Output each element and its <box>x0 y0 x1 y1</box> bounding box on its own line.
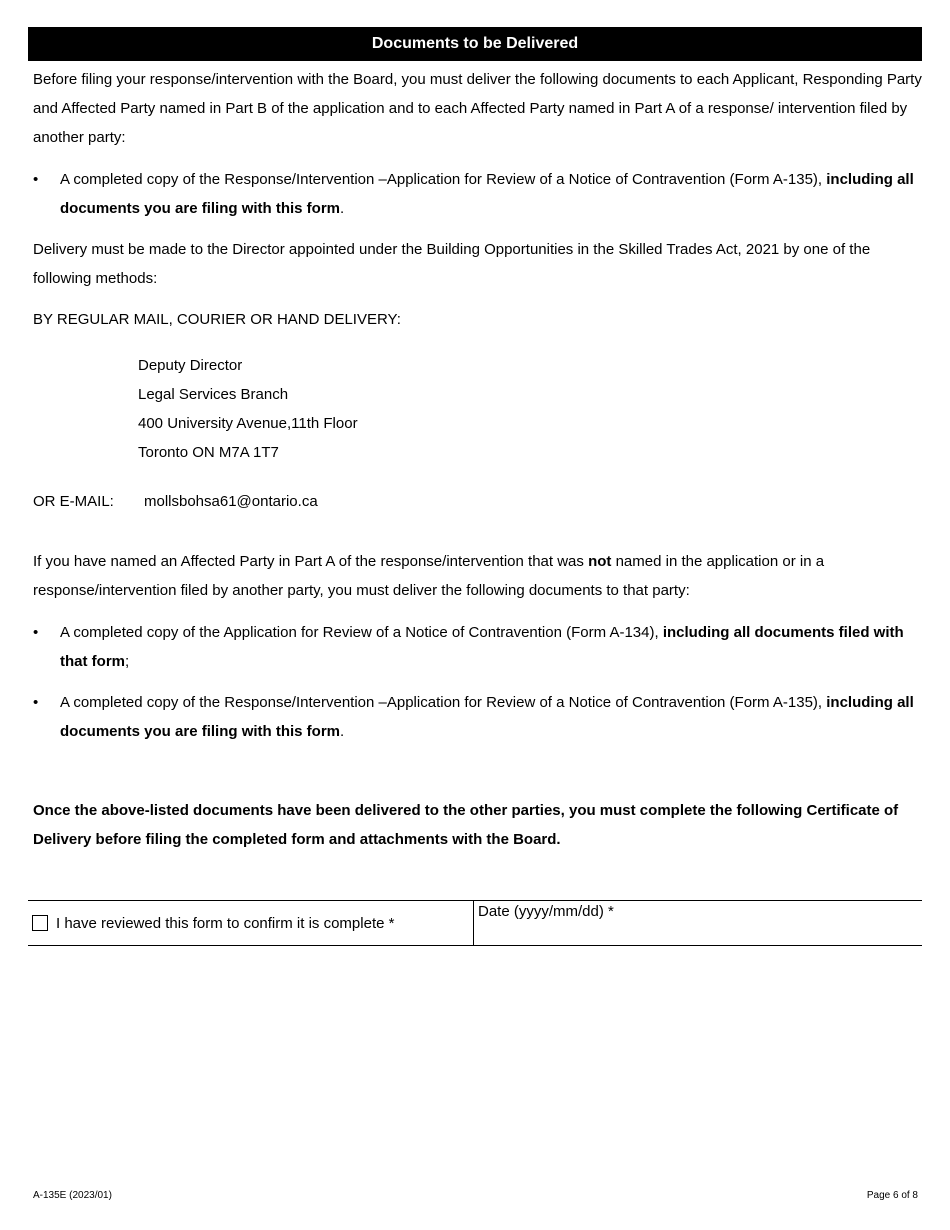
bullet-form-a135-second <box>60 688 922 746</box>
certificate-note: Once the above-listed documents have been delivered to the other parties, you must complete the following Certificate of Delivery before filing the completed form and attachments with the Board. <box>33 802 899 848</box>
review-date-row <box>28 900 922 946</box>
intro-paragraph: Before filing your response/intervention with the Board, you must deliver the following documents to each Applicant, Responding Party and Affected Party named in Part B of the application and to each Affected Party named in Part A of a response/ intervention filed by another party: <box>33 71 922 146</box>
bullet-form-a134 <box>60 618 922 676</box>
email-label: OR E-MAIL: <box>33 493 114 510</box>
review-checkbox[interactable] <box>32 915 48 931</box>
bullet-bold-text: including all documents you are filing with this form <box>60 171 914 217</box>
bullet-end: . <box>340 200 345 217</box>
review-checkbox-label: I have reviewed this form to confirm it is complete * <box>56 914 395 932</box>
bullet-text: A completed copy of the Response/Intervention –Application for Review of a Notice of Contravention (Form A-135), <box>60 694 827 711</box>
date-field-label: Date (yyyy/mm/dd) * <box>478 903 614 920</box>
address-line-3: 400 University Avenue,11th Floor <box>138 415 358 432</box>
form-code: A-135E (2023/01) <box>33 1190 112 1201</box>
affected-party-paragraph <box>33 547 923 605</box>
page-number: Page 6 of 8 <box>866 1190 918 1201</box>
bullet-icon: • <box>33 624 39 641</box>
affected-text-bold: not <box>588 553 612 570</box>
bullet-text: A completed copy of the Response/Intervention –Application for Review of a Notice of Contravention (Form A-135), <box>60 171 827 188</box>
bullet-form-a135 <box>60 165 922 223</box>
affected-text-post: named in the application or in a response/intervention filed by another party, you must deliver the following documents to that party: <box>33 553 825 599</box>
email-address: mollsbohsa61@ontario.ca <box>144 493 318 510</box>
section-title: Documents to be Delivered <box>371 35 579 52</box>
bullet-end: ; <box>125 653 130 670</box>
section-header <box>28 27 922 61</box>
address-line-4: Toronto ON M7A 1T7 <box>138 444 279 461</box>
date-field-cell <box>474 901 922 945</box>
address-line-2: Legal Services Branch <box>138 386 289 403</box>
bullet-bold-text: including all documents filed with that form <box>60 624 904 670</box>
delivery-paragraph: Delivery must be made to the Director appointed under the Building Opportunities in the Skilled Trades Act, 2021 by one of the following methods: <box>33 241 871 287</box>
bullet-text: A completed copy of the Application for Review of a Notice of Contravention (Form A-134), <box>60 624 663 641</box>
mail-heading: BY REGULAR MAIL, COURIER OR HAND DELIVERY: <box>33 311 401 328</box>
bullet-bold-text: including all documents you are filing with this form <box>60 694 914 740</box>
bullet-icon: • <box>33 171 39 188</box>
affected-text-pre: If you have named an Affected Party in Part A of the response/intervention that was <box>33 553 589 570</box>
review-checkbox-cell[interactable] <box>28 901 474 945</box>
date-input[interactable] <box>478 923 918 943</box>
address-line-1: Deputy Director <box>138 357 243 374</box>
bullet-icon: • <box>33 694 39 711</box>
bullet-end: . <box>340 723 345 740</box>
